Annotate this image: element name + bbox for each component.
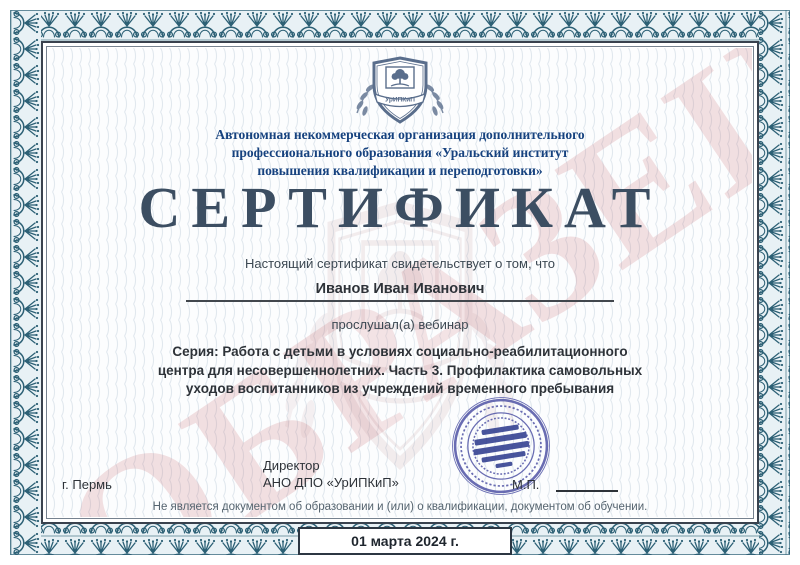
institute-crest-logo <box>345 55 455 125</box>
director-organization: АНО ДПО «УрИПКиП» <box>263 474 399 490</box>
recipient-underline <box>186 300 614 302</box>
signature-line <box>556 490 618 492</box>
director-title: Директор <box>263 458 320 473</box>
webinar-title-line: Серия: Работа с детьми в условиях социально-реабилитационного <box>172 344 628 359</box>
logo-banner-text: УрИПКиП <box>385 96 415 104</box>
certificate-title: СЕРТИФИКАТ <box>138 175 662 240</box>
webinar-title-line: центра для несовершеннолетних. Часть 3. Профилактика самовольных <box>157 362 643 378</box>
recipient-name: Иванов Иван Иванович <box>315 281 485 297</box>
webinar-title <box>50 343 750 399</box>
organization-line: Автономная некоммерческая организация дополнительного <box>215 127 585 142</box>
stamp-place-label: М.П. <box>512 477 540 492</box>
disclaimer-text: Не является документом об образовании и (или) о квалификации, документом об обучении. <box>152 501 648 513</box>
organization-line: повышения квалификации и переподготовки» <box>257 163 543 178</box>
issue-date-box <box>298 527 512 555</box>
organization-line: профессионального образования «Уральский институт <box>231 145 569 160</box>
city-label: г. Пермь <box>62 477 112 492</box>
issue-date: 01 марта 2024 г. <box>351 533 459 549</box>
organization-name <box>50 126 750 180</box>
intro-text: Настоящий сертификат свидетельствует о том, что <box>244 256 556 271</box>
webinar-title-line: уходов воспитанников из учреждений временного пребывания <box>185 381 615 396</box>
signature-block <box>263 458 399 491</box>
completion-text: прослушал(а) вебинар <box>331 317 469 332</box>
